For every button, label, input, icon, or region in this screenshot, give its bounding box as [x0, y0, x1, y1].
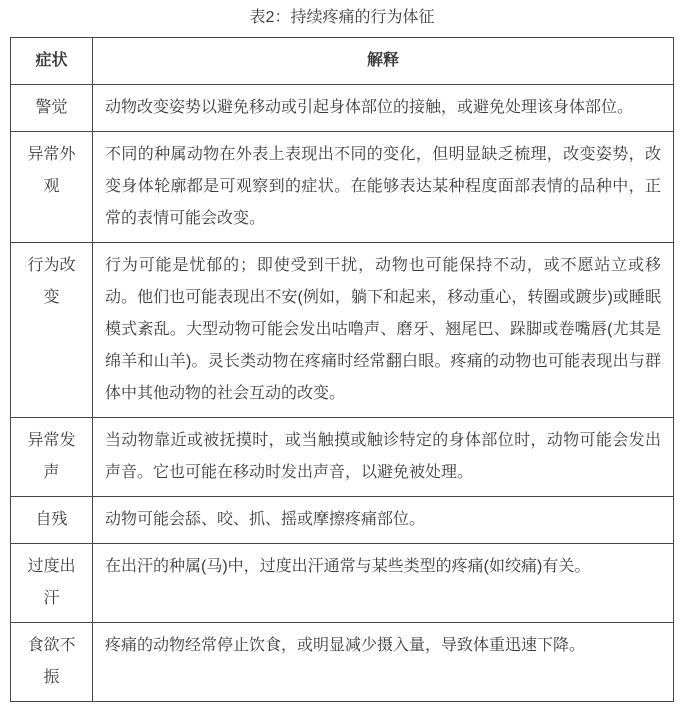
column-header-symptom: 症状 [11, 38, 93, 85]
header-row [11, 38, 674, 85]
explanation-cell: 动物改变姿势以避免移动或引起身体部位的接触，或避免处理该身体部位。 [93, 85, 674, 132]
table-row [11, 497, 674, 544]
explanation-cell: 动物可能会舔、咬、抓、摇或摩擦疼痛部位。 [93, 497, 674, 544]
symptom-cell: 异常发声 [11, 418, 93, 497]
table-row [11, 544, 674, 623]
symptom-cell: 异常外观 [11, 132, 93, 243]
column-header-explanation: 解释 [93, 38, 674, 85]
table-caption: 表2：持续疼痛的行为体征 [249, 9, 435, 26]
table-row [11, 623, 674, 702]
pain-behavior-table [10, 37, 674, 702]
symptom-cell: 警觉 [11, 85, 93, 132]
symptom-cell: 行为改变 [11, 243, 93, 418]
explanation-cell: 在出汗的种属(马)中，过度出汗通常与某些类型的疼痛(如绞痛)有关。 [93, 544, 674, 623]
symptom-cell: 食欲不振 [11, 623, 93, 702]
table-row [11, 418, 674, 497]
explanation-cell: 疼痛的动物经常停止饮食，或明显减少摄入量，导致体重迅速下降。 [93, 623, 674, 702]
explanation-cell: 不同的种属动物在外表上表现出不同的变化，但明显缺乏梳理，改变姿势，改变身体轮廓都是可观察到的症状。在能够表达某种程度面部表情的品种中，正常的表情可能会改变。 [93, 132, 674, 243]
symptom-cell: 过度出汗 [11, 544, 93, 623]
table-row [11, 243, 674, 418]
explanation-cell: 行为可能是忧郁的；即使受到干扰，动物也可能保持不动，或不愿站立或移动。他们也可能表现出不安(例如，躺下和起来，移动重心，转圈或踱步)或睡眠模式紊乱。大型动物可能会发出咕噜声、磨牙、翘尾巴、跺脚或卷嘴唇(尤其是绵羊和山羊)。灵长类动物在疼痛时经常翻白眼。疼痛的动物也可能表现出与群体中其他动物的社会互动的改变。 [93, 243, 674, 418]
explanation-cell: 当动物靠近或被抚摸时，或当触摸或触诊特定的身体部位时，动物可能会发出声音。它也可能在移动时发出声音，以避免被处理。 [93, 418, 674, 497]
table-row [11, 85, 674, 132]
symptom-cell: 自残 [11, 497, 93, 544]
table-row [11, 132, 674, 243]
